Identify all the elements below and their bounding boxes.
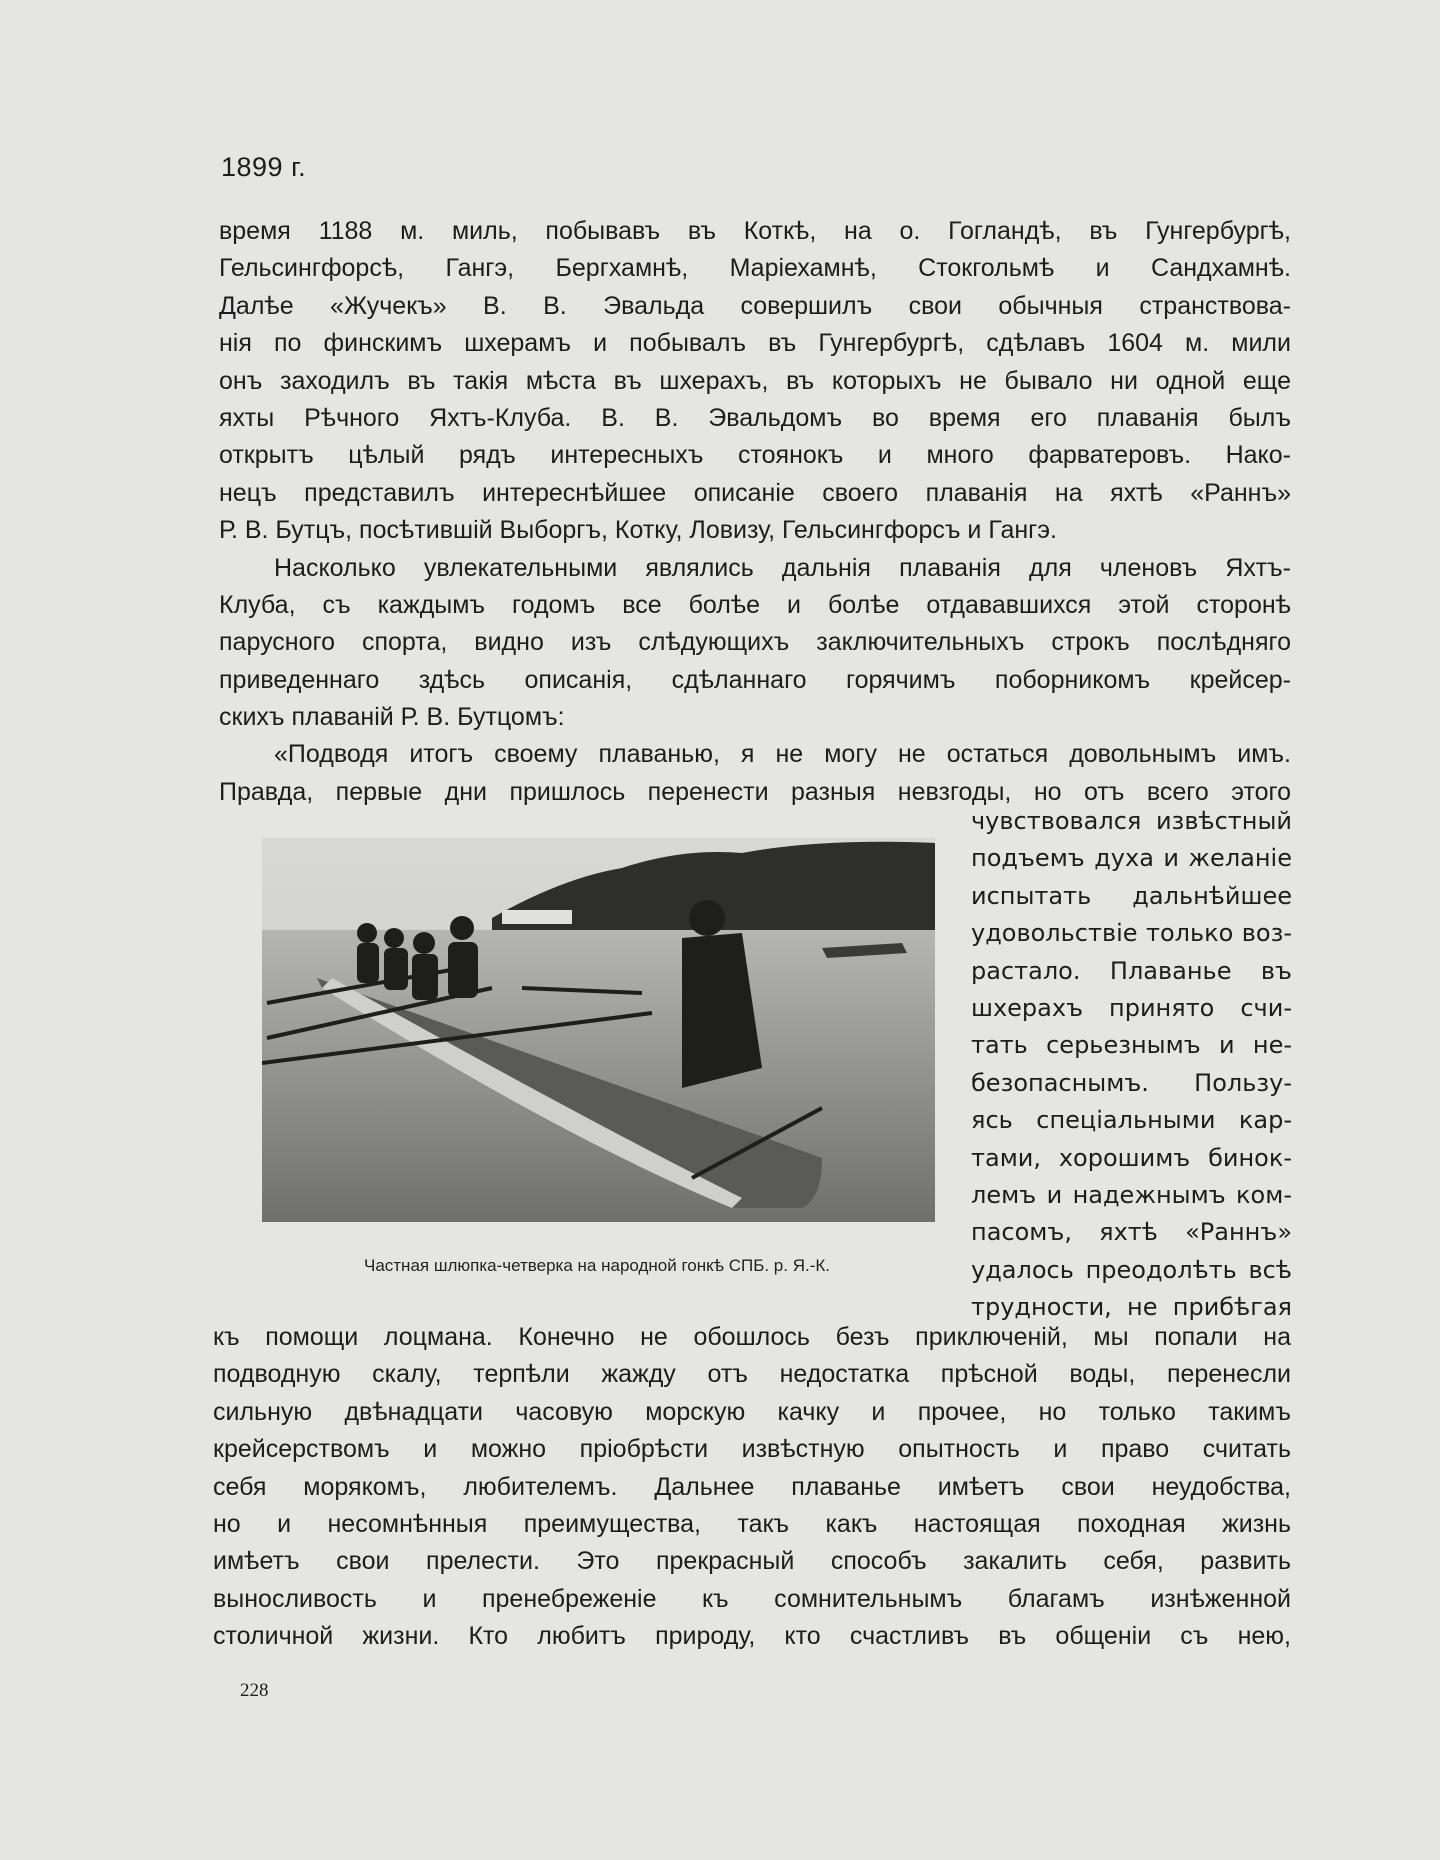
text-line: яхты Рѣчного Яхтъ-Клуба. В. В. Эвальдомъ во время его плаванія былъ <box>219 403 1291 432</box>
text-line: тать серьезнымъ и не- <box>971 1031 1292 1060</box>
text-line: къ помощи лоцмана. Конечно не обошлось безъ приключеній, мы попали на <box>213 1323 1291 1351</box>
text-line: парусного спорта, видно изъ слѣдующихъ заключительныхъ строкъ послѣдняго <box>219 628 1291 657</box>
text-line: сильную двѣнадцати часовую морскую качку и прочее, но только такимъ <box>213 1397 1291 1426</box>
text-line: нія по финскимъ шхерамъ и побывалъ въ Гунгербургѣ, сдѣлавъ 1604 м. мили <box>219 329 1291 358</box>
text-line: скихъ плаваній Р. В. Бутцомъ: <box>219 703 565 732</box>
text-line: себя морякомъ, любителемъ. Дальнее плаванье имѣетъ свои неудобства, <box>213 1472 1291 1501</box>
text-line: Гельсингфорсѣ, Гангэ, Бергхамнѣ, Маріехамнѣ, Стокгольмѣ и Сандхамнѣ. <box>219 254 1291 283</box>
text-line: но и несомнѣнныя преимущества, такъ какъ настоящая походная жизнь <box>213 1509 1291 1538</box>
text-line: безопаснымъ. Пользу- <box>971 1068 1292 1097</box>
text-line: приведеннаго здѣсь описанія, сдѣланнаго горячимъ поборникомъ крейсер- <box>219 665 1291 694</box>
text-line: нецъ представилъ интереснѣйшее описаніе своего плаванія на яхтѣ «Раннъ» <box>219 478 1291 507</box>
text-line: открытъ цѣлый рядъ интересныхъ стоянокъ и много фарватеровъ. Нако- <box>219 441 1291 470</box>
text-line: подводную скалу, терпѣли жажду отъ недостатка прѣсной воды, перенесли <box>213 1360 1291 1389</box>
text-line: удовольствіе только воз- <box>971 919 1292 948</box>
text-block-side <box>971 803 1292 1326</box>
text-line: Далѣе «Жучекъ» В. В. Эвальда совершилъ свои обычныя странствова- <box>219 291 1291 320</box>
text-block-top <box>219 213 1291 811</box>
text-line: шхерахъ принято счи- <box>971 993 1292 1022</box>
text-line: лемъ и надежнымъ ком- <box>971 1180 1292 1209</box>
rowing-boat-photo <box>262 838 935 1222</box>
text-line: Р. В. Бутцъ, посѣтившій Выборгъ, Котку, Ловизу, Гельсингфорсъ и Гангэ. <box>219 516 1058 545</box>
text-line: ясь спеціальными кар- <box>971 1106 1292 1135</box>
text-line: растало. Плаванье въ <box>971 956 1292 985</box>
text-line: пасомъ, яхтѣ «Раннъ» <box>971 1218 1292 1247</box>
text-line: выносливость и пренебреженіе къ сомнительнымъ благамъ изнѣженной <box>213 1584 1291 1613</box>
text-line: испытать дальнѣйшее <box>971 881 1292 910</box>
text-line: Насколько увлекательными являлись дальнія плаванія для членовъ Яхтъ- <box>274 553 1291 582</box>
running-header-year: 1899 г. <box>221 152 307 182</box>
photo-illustration <box>262 838 935 1222</box>
text-line: тами, хорошимъ бинок- <box>971 1143 1292 1172</box>
text-line: подъемъ духа и желаніе <box>971 844 1292 873</box>
text-line: Правда, первые дни пришлось перенести разныя невзгоды, но отъ всего этого <box>219 777 1291 806</box>
text-line: чувствовался извѣстный <box>971 807 1292 835</box>
text-line: столичной жизни. Кто любитъ природу, кто счастливъ въ общеніи съ нею, <box>213 1622 1291 1651</box>
text-line: трудности, не прибѣгая <box>971 1293 1292 1322</box>
text-block-bottom <box>213 1319 1291 1656</box>
text-line: удалось преодолѣть всѣ <box>971 1255 1292 1284</box>
text-line: время 1188 м. миль, побывавъ въ Коткѣ, на о. Гогландѣ, въ Гунгербургѣ, <box>219 217 1291 245</box>
text-line: онъ заходилъ въ такія мѣста въ шхерахъ, въ которыхъ не бывало ни одной еще <box>219 366 1291 395</box>
text-line: имѣетъ свои прелести. Это прекрасный способъ закалить себя, развить <box>213 1547 1291 1576</box>
text-line: крейсерствомъ и можно пріобрѣсти извѣстную опытность и право считать <box>213 1435 1291 1464</box>
text-line: «Подводя итогъ своему плаванью, я не могу не остаться довольнымъ имъ. <box>274 740 1291 769</box>
photo-caption: Частная шлюпка-четверка на народной гонкѣ СПБ. р. Я.-К. <box>363 1256 830 1275</box>
text-line: Клуба, съ каждымъ годомъ все болѣе и болѣе отдававшихся этой сторонѣ <box>219 590 1291 619</box>
page-number: 228 <box>240 1680 269 1701</box>
